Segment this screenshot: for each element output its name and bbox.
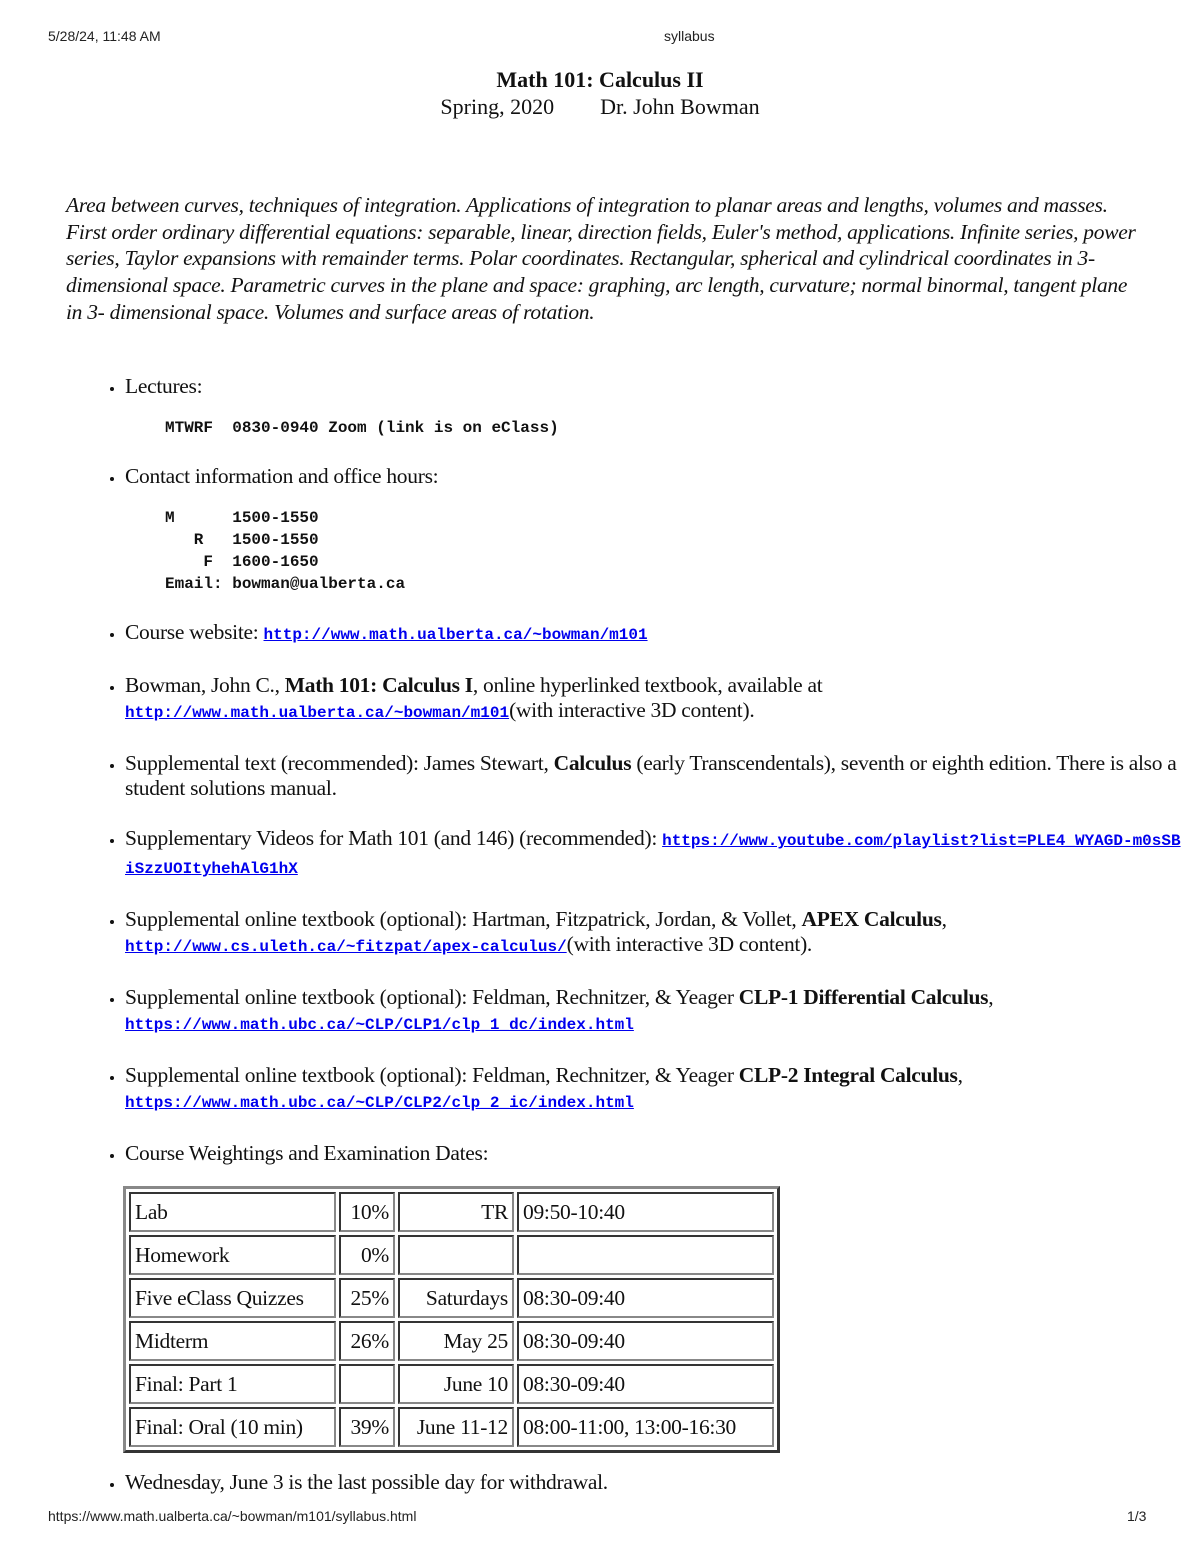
cell-time: 08:30-09:40	[517, 1364, 774, 1404]
cell-weight: 0%	[339, 1235, 395, 1275]
list-item-clp2	[125, 1063, 1185, 1116]
cell-weight	[339, 1364, 395, 1404]
print-url: https://www.math.ualberta.ca/~bowman/m101/syllabus.html	[48, 1508, 417, 1524]
instructor: Dr. John Bowman	[600, 94, 760, 119]
apex-text: Supplemental online textbook (optional): Hartman, Fitzpatrick, Jordan, & Vollet,	[125, 907, 802, 931]
cell-component: Lab	[129, 1192, 336, 1232]
cell-time: 08:30-09:40	[517, 1278, 774, 1318]
cell-day: June 10	[398, 1364, 514, 1404]
clp2-title: CLP-2 Integral Calculus	[738, 1063, 958, 1087]
cell-time: 08:30-09:40	[517, 1321, 774, 1361]
videos-text: Supplementary Videos for Math 101 (and 146) (recommended):	[125, 826, 663, 850]
table-row	[129, 1321, 774, 1361]
cell-time	[517, 1235, 774, 1275]
supp-title: Calculus	[553, 751, 632, 775]
print-datetime: 5/28/24, 11:48 AM	[48, 28, 161, 44]
cell-weight: 39%	[339, 1407, 395, 1447]
cell-component: Homework	[129, 1235, 336, 1275]
print-page-title: syllabus	[664, 28, 715, 44]
cell-day: Saturdays	[398, 1278, 514, 1318]
clp1-comma: ,	[988, 985, 994, 1009]
syllabus-list	[66, 374, 1185, 1520]
clp1-title: CLP-1 Differential Calculus	[738, 985, 989, 1009]
clp2-link[interactable]: https://www.math.ubc.ca/~CLP/CLP2/clp_2_ic/index.html	[125, 1094, 634, 1112]
cell-weight: 26%	[339, 1321, 395, 1361]
cell-weight: 10%	[339, 1192, 395, 1232]
course-website-link[interactable]: http://www.math.ualberta.ca/~bowman/m101	[263, 626, 648, 644]
course-title: Math 101: Calculus II	[496, 67, 704, 92]
list-item-lectures	[125, 374, 1185, 439]
website-label: Course website:	[125, 620, 264, 644]
textbook-text-post: , online hyperlinked textbook, available at	[472, 673, 823, 697]
cell-component: Final: Oral (10 min)	[129, 1407, 336, 1447]
cell-weight: 25%	[339, 1278, 395, 1318]
clp2-text: Supplemental online textbook (optional): Feldman, Rechnitzer, & Yeager	[125, 1063, 739, 1087]
textbook-title: Math 101: Calculus I	[284, 673, 473, 697]
cell-day: June 11-12	[398, 1407, 514, 1447]
clp1-text: Supplemental online textbook (optional): Feldman, Rechnitzer, & Yeager	[125, 985, 739, 1009]
cell-component: Midterm	[129, 1321, 336, 1361]
course-term: Spring, 2020	[440, 94, 555, 119]
clp1-link[interactable]: https://www.math.ubc.ca/~CLP/CLP1/clp_1_dc/index.html	[125, 1016, 634, 1034]
list-item-supplemental-text	[125, 751, 1185, 801]
lecture-schedule: MTWRF 0830-0940 Zoom (link is on eClass)	[165, 419, 559, 437]
list-item-textbook	[125, 673, 1185, 726]
apex-link[interactable]: http://www.cs.uleth.ca/~fitzpat/apex-calculus/	[125, 938, 567, 956]
apex-title: APEX Calculus	[801, 907, 942, 931]
list-item-weightings	[125, 1141, 1185, 1453]
cell-day: May 25	[398, 1321, 514, 1361]
cell-time: 08:00-11:00, 13:00-16:30	[517, 1407, 774, 1447]
list-item-website	[125, 620, 1185, 648]
list-item-videos	[125, 826, 1185, 882]
cell-component: Final: Part 1	[129, 1364, 336, 1404]
list-item-contact	[125, 464, 1185, 595]
table-row	[129, 1278, 774, 1318]
table-row	[129, 1407, 774, 1447]
supp-text: Supplemental text (recommended): James Stewart,	[125, 751, 554, 775]
list-item-apex	[125, 907, 1185, 960]
cell-day	[398, 1235, 514, 1275]
table-row	[129, 1364, 774, 1404]
weights-label: Course Weightings and Examination Dates:	[125, 1141, 489, 1165]
course-description: Area between curves, techniques of integration. Applications of integration to planar areas and lengths, volumes and masses. First order ordinary differential equations: separable, linear, direction fields, Euler's method, applications. Infinite series, power series, Taylor expansions with remainder terms. Polar coordinates. Rectangular, spherical and cylindrical coordinates in 3-dimensional space. Parametric curves in the plane and space: graphing, arc length, curvature; normal binormal, tangent plane in 3- dimensional space. Volumes and surface areas of rotation.	[66, 193, 1136, 324]
lectures-label: Lectures:	[125, 374, 203, 398]
textbook-text: Bowman, John C.,	[125, 673, 285, 697]
table-row	[129, 1192, 774, 1232]
weights-table	[123, 1186, 780, 1453]
withdrawal-text: Wednesday, June 3 is the last possible day for withdrawal.	[125, 1470, 608, 1494]
supp-text-post: (early Transcendentals), seventh or eighth edition. There is also a student solutions manual.	[125, 751, 1177, 800]
videos-link[interactable]: https://www.youtube.com/playlist?list=PLE4_WYAGD-m0sSBiSzzUOItyhehAlG1hX	[125, 832, 1181, 878]
cell-time: 09:50-10:40	[517, 1192, 774, 1232]
apex-note: (with interactive 3D content).	[566, 932, 812, 956]
office-hours: M 1500-1550 R 1500-1550 F 1600-1650 Email: bowman@ualberta.ca	[165, 509, 406, 593]
list-item-clp1	[125, 985, 1185, 1038]
cell-component: Five eClass Quizzes	[129, 1278, 336, 1318]
textbook-link[interactable]: http://www.math.ualberta.ca/~bowman/m101	[125, 704, 510, 722]
cell-day: TR	[398, 1192, 514, 1232]
clp2-comma: ,	[957, 1063, 963, 1087]
textbook-note: (with interactive 3D content).	[509, 698, 755, 722]
contact-label: Contact information and office hours:	[125, 464, 439, 488]
table-row	[129, 1235, 774, 1275]
course-heading	[0, 66, 1200, 120]
list-item-withdrawal	[125, 1470, 1185, 1495]
print-page-number: 1/3	[1127, 1508, 1147, 1524]
apex-comma: ,	[941, 907, 947, 931]
